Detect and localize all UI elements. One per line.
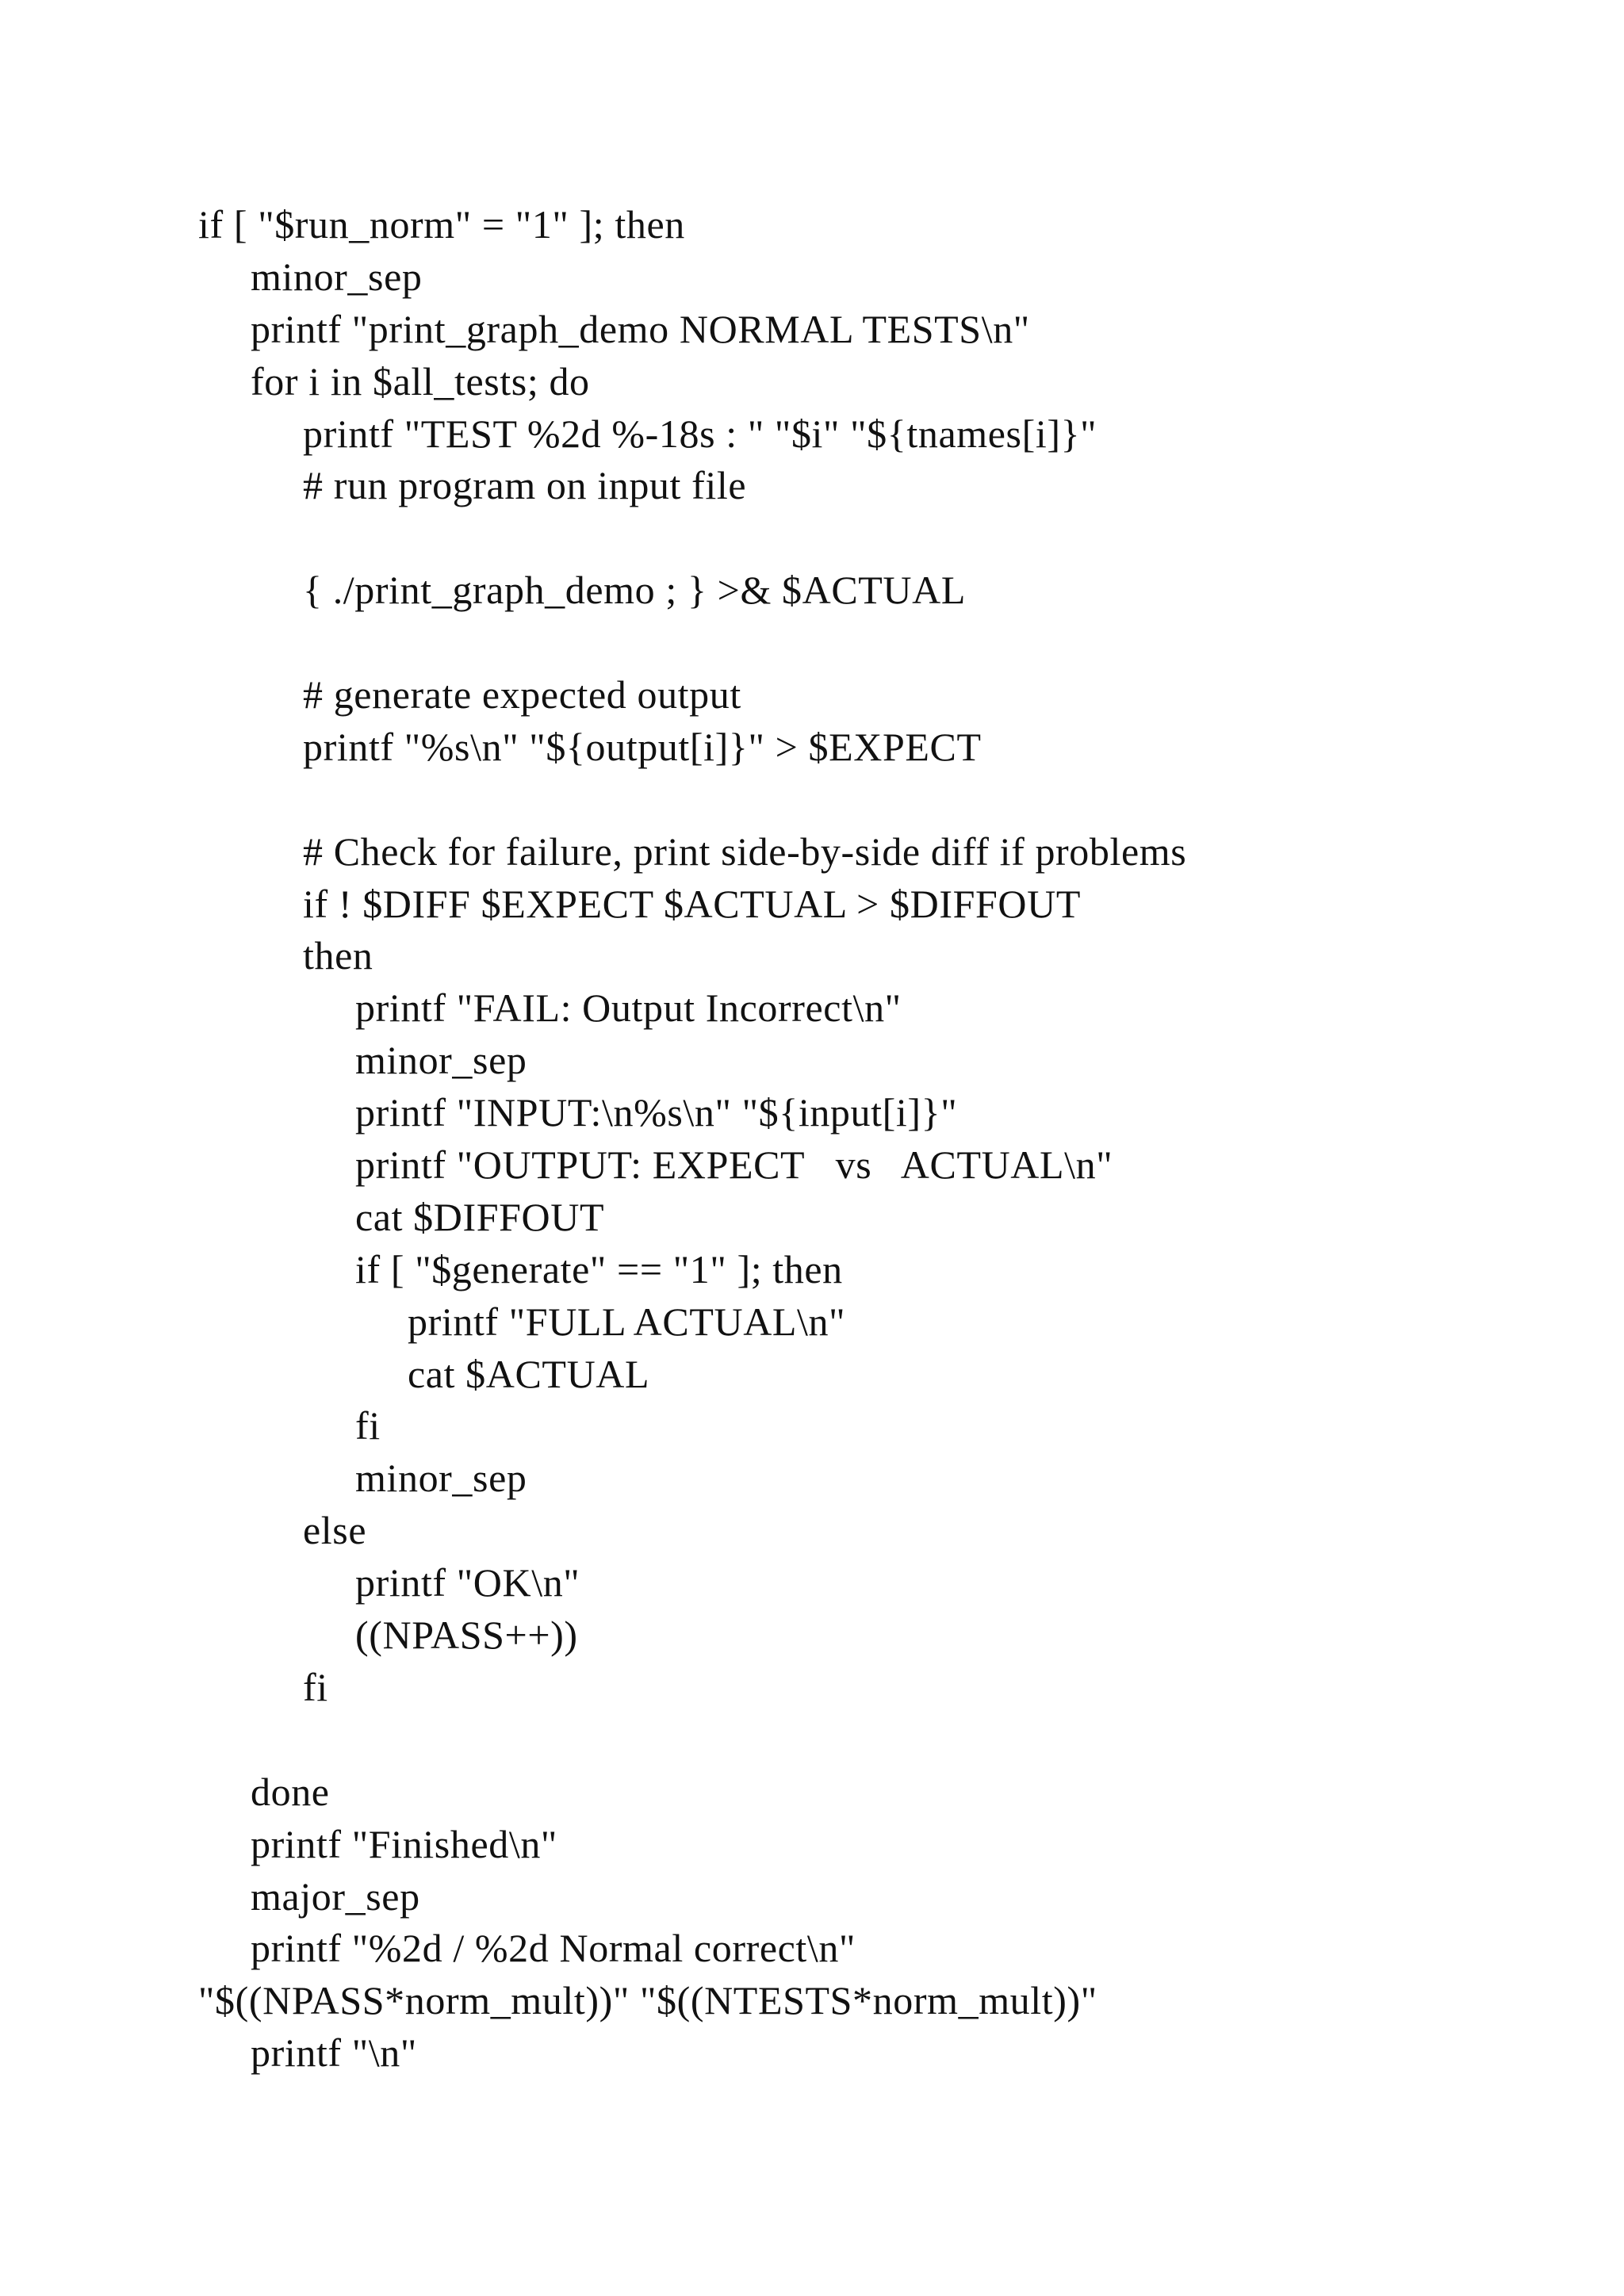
- code-line-4: for i in $all_tests; do: [251, 358, 590, 404]
- code-line-7: [198, 512, 1586, 564]
- code-line-32: printf "Finished\n": [251, 1821, 557, 1866]
- code-line-17: minor_sep: [355, 1038, 527, 1083]
- code-line-1: if [ "$run_norm" = "1" ]; then: [198, 202, 685, 247]
- code-line-6: # run program on input file: [303, 463, 747, 508]
- code-line-33: major_sep: [251, 1873, 420, 1919]
- code-line-21: if [ "$generate" == "1" ]; then: [355, 1246, 843, 1292]
- code-line-20: cat $DIFFOUT: [355, 1194, 605, 1239]
- code-line-26: else: [303, 1508, 367, 1553]
- code-line-35: "$((NPASS*norm_mult))" "$((NTESTS*norm_mult))": [198, 1978, 1097, 2023]
- shell-script-listing: [198, 199, 1586, 2080]
- code-line-10: # generate expected output: [303, 672, 741, 718]
- code-line-29: fi: [303, 1664, 328, 1709]
- code-line-36: printf "\n": [251, 2030, 417, 2076]
- code-line-18: printf "INPUT:\n%s\n" "${input[i]}": [355, 1090, 958, 1135]
- code-line-8: { ./print_graph_demo ; } >& $ACTUAL: [303, 568, 966, 613]
- code-line-15: then: [303, 933, 373, 978]
- code-line-11: printf "%s\n" "${output[i]}" > $EXPECT: [303, 724, 982, 769]
- code-line-13: # Check for failure, print side-by-side diff if problems: [303, 828, 1187, 874]
- code-line-2: minor_sep: [251, 254, 423, 299]
- code-line-5: printf "TEST %2d %-18s : " "$i" "${tnames[i]}": [303, 411, 1097, 456]
- code-line-34: printf "%2d / %2d Normal correct\n": [251, 1926, 856, 1971]
- code-line-24: fi: [355, 1403, 381, 1448]
- code-line-25: minor_sep: [355, 1456, 527, 1501]
- code-line-31: done: [251, 1769, 330, 1814]
- code-line-14: if ! $DIFF $EXPECT $ACTUAL > $DIFFOUT: [303, 881, 1081, 926]
- code-line-23: cat $ACTUAL: [408, 1351, 650, 1396]
- code-line-3: printf "print_graph_demo NORMAL TESTS\n": [251, 306, 1030, 351]
- code-line-27: printf "OK\n": [355, 1560, 580, 1605]
- code-line-30: [198, 1714, 1586, 1766]
- code-line-28: ((NPASS++)): [355, 1613, 578, 1658]
- code-line-19: printf "OUTPUT: EXPECT vs ACTUAL\n": [355, 1142, 1113, 1188]
- code-line-16: printf "FAIL: Output Incorrect\n": [355, 985, 902, 1031]
- code-line-22: printf "FULL ACTUAL\n": [408, 1299, 846, 1344]
- code-line-9: [198, 617, 1586, 669]
- code-line-12: [198, 774, 1586, 826]
